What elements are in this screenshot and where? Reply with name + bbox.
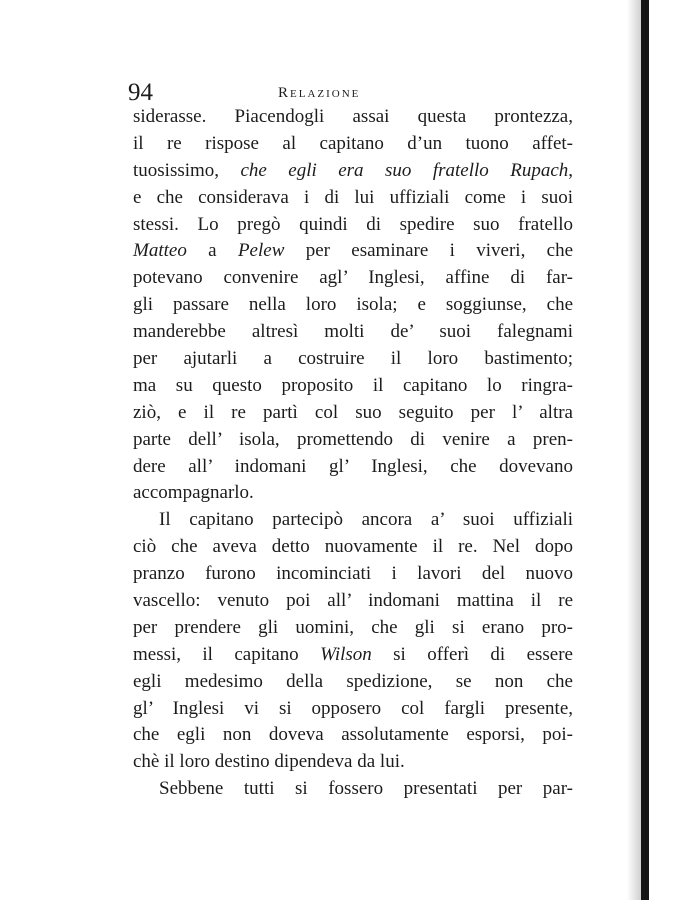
- text-segment: che egli non doveva assolutamente esporsi, poi-: [133, 724, 573, 746]
- italic-text: Pelew: [237, 240, 285, 262]
- text-line: [133, 480, 573, 507]
- text-segment: vascello: venuto poi all’ indomani mattina il re: [133, 590, 573, 612]
- text-line: [133, 238, 573, 265]
- text-segment: a: [186, 240, 238, 262]
- text-line: [133, 561, 573, 588]
- text-segment: ma su questo proposito il capitano lo ringra-: [133, 374, 573, 396]
- text-segment: potevano convenire agl’ Inglesi, affine di far-: [133, 267, 573, 289]
- text-line: [133, 131, 573, 158]
- text-segment: tuosissimo,: [133, 159, 241, 181]
- text-line: [133, 185, 573, 212]
- italic-text: che egli era suo fratello Rupach: [240, 159, 569, 181]
- text-segment: dere all’ indomani gl’ Inglesi, che dovevano: [133, 455, 573, 477]
- text-line: [133, 722, 573, 749]
- running-title: Relazione: [278, 85, 361, 101]
- text-segment: il re rispose al capitano d’un tuono affet-: [133, 132, 573, 154]
- text-segment: si offerì di essere: [371, 643, 573, 665]
- text-segment: per ajutarli a costruire il loro bastimento;: [133, 348, 573, 370]
- body-text: [133, 104, 573, 803]
- text-line: [133, 265, 573, 292]
- text-segment: Il capitano partecipò ancora a’ suoi uffiziali: [159, 509, 573, 531]
- text-segment: Sebbene tutti si fossero presentati per par-: [159, 778, 573, 800]
- text-segment: chè il loro destino dipendeva da lui.: [133, 751, 405, 773]
- text-line: [133, 615, 573, 642]
- text-line: [133, 776, 573, 803]
- text-segment: messi, il capitano: [133, 643, 321, 665]
- italic-text: Matteo: [133, 240, 187, 262]
- text-segment: ziò, e il re partì col suo seguito per l’ altra: [133, 401, 573, 423]
- text-segment: siderasse. Piacendogli assai questa prontezza,: [133, 106, 573, 127]
- text-line: [133, 427, 573, 454]
- text-line: [133, 346, 573, 373]
- text-segment: e che considerava i di lui uffiziali come i suoi: [133, 186, 573, 208]
- text-line: [133, 669, 573, 696]
- text-segment: per prendere gli uomini, che gli si erano pro-: [133, 616, 573, 638]
- italic-text: Wilson: [320, 643, 372, 665]
- text-segment: manderebbe altresì molti de’ suoi falegnami: [133, 321, 573, 343]
- page-number: 94: [128, 79, 153, 106]
- text-line: [133, 749, 573, 776]
- binding-edge: [641, 0, 649, 900]
- text-line: [133, 104, 573, 131]
- binding-shadow: [627, 0, 641, 900]
- text-segment: egli medesimo della spedizione, se non che: [133, 670, 573, 692]
- text-segment: gli passare nella loro isola; e soggiunse, che: [133, 294, 573, 316]
- text-line: [133, 212, 573, 239]
- text-line: [133, 642, 573, 669]
- text-segment: parte dell’ isola, promettendo di venire a pren-: [133, 428, 573, 450]
- text-line: [133, 454, 573, 481]
- text-line: [133, 507, 573, 534]
- text-segment: per esaminare i viveri, che: [284, 240, 574, 262]
- text-segment: accompagnarlo.: [133, 482, 254, 504]
- text-line: [133, 400, 573, 427]
- text-line: [133, 319, 573, 346]
- text-segment: gl’ Inglesi vi si opposero col fargli presente,: [133, 697, 573, 719]
- text-segment: pranzo furono incominciati i lavori del nuovo: [133, 563, 573, 585]
- text-line: [133, 292, 573, 319]
- text-segment: ,: [568, 159, 573, 181]
- text-segment: stessi. Lo pregò quindi di spedire suo fratello: [133, 213, 573, 235]
- text-line: [133, 373, 573, 400]
- text-line: [133, 696, 573, 723]
- text-segment: ciò che aveva detto nuovamente il re. Nel dopo: [133, 536, 573, 558]
- text-line: [133, 534, 573, 561]
- text-line: [133, 158, 573, 185]
- text-line: [133, 588, 573, 615]
